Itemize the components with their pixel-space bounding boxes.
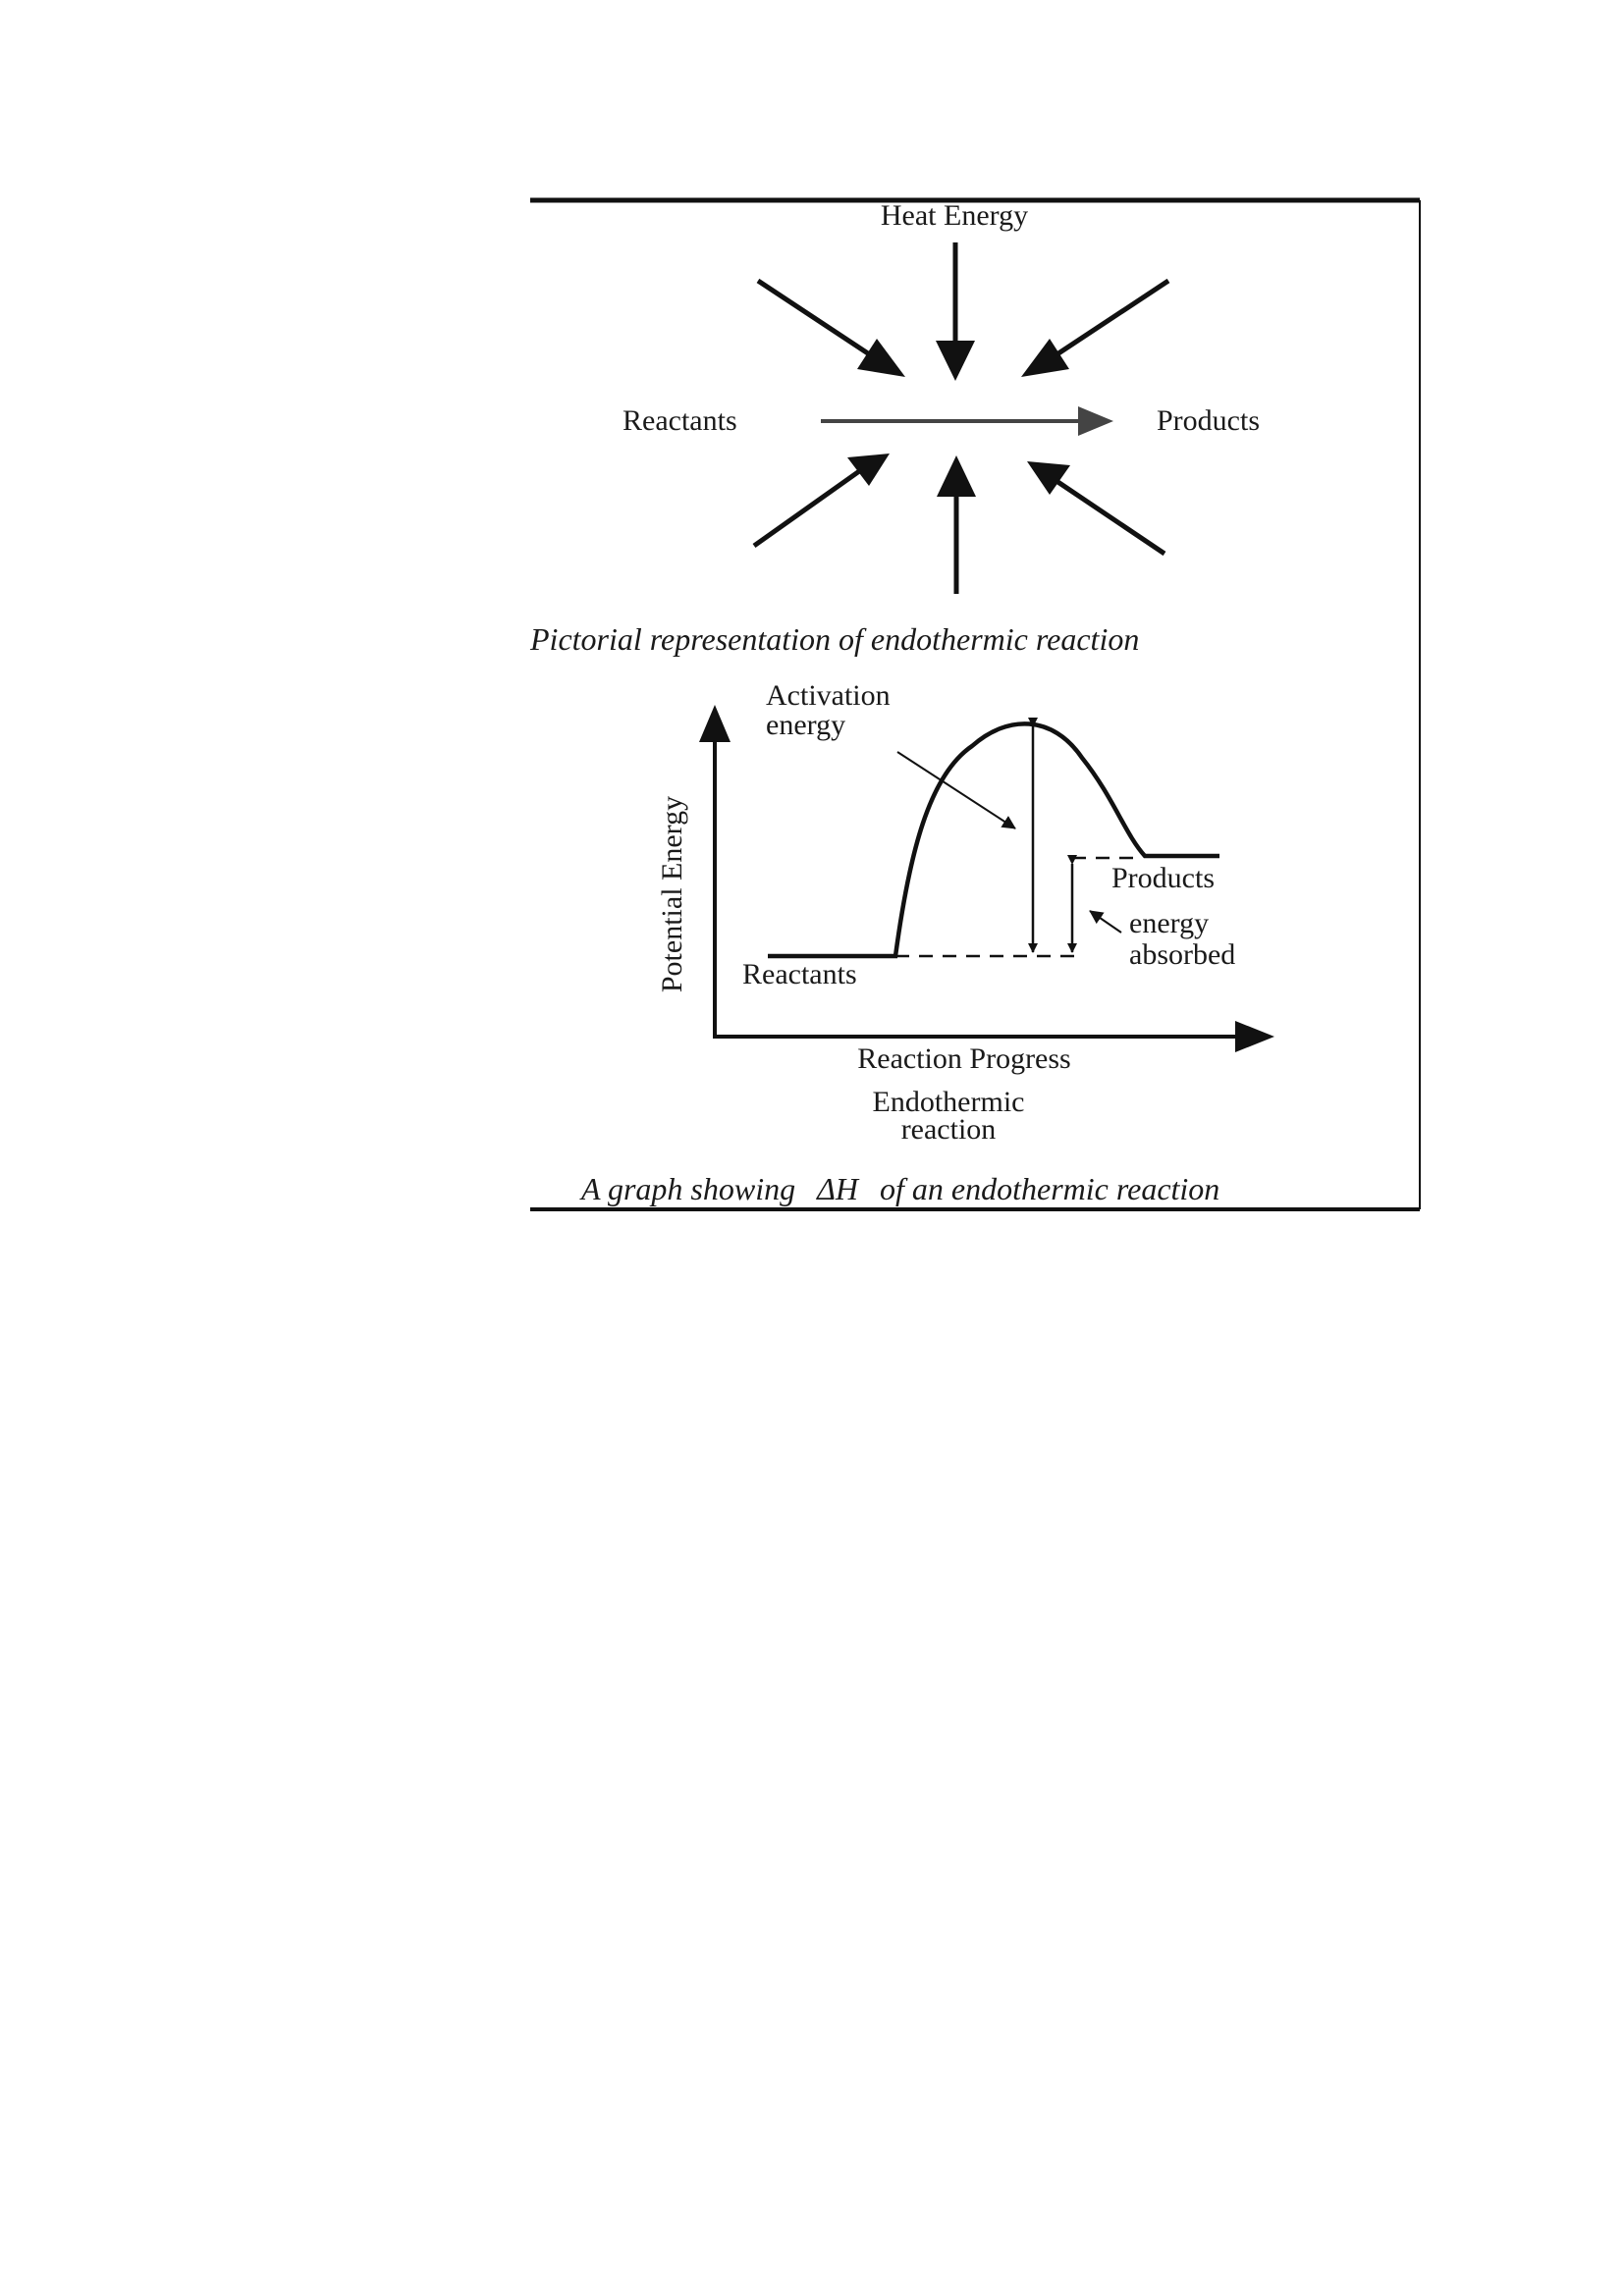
pictorial-diagram (529, 199, 1260, 657)
graph-caption-prefix: A graph showing (581, 1171, 796, 1206)
heat-arrow-bottom-right (1027, 461, 1164, 554)
graph-subtitle-line2: reaction (900, 1113, 997, 1146)
pictorial-caption: Pictorial representation of endothermic reaction (530, 621, 1140, 657)
energy-absorbed-pointer-arrow (1090, 911, 1121, 933)
activation-energy-label-line1: Activation (766, 679, 891, 712)
products-label-top: Products (1157, 404, 1260, 437)
energy-absorbed-label-line2: absorbed (1129, 938, 1236, 971)
heat-energy-label: Heat Energy (880, 199, 1029, 232)
activation-energy-label-line2: energy (766, 709, 846, 741)
reactants-label-top: Reactants (623, 404, 737, 437)
products-label-graph: Products (1111, 862, 1215, 894)
reactants-label-graph: Reactants (742, 958, 857, 990)
heat-arrow-top-left (758, 281, 905, 377)
graph-caption (579, 1171, 1219, 1206)
activation-pointer-arrow (897, 752, 1015, 828)
graph-caption-symbol: ΔH (817, 1171, 858, 1206)
graph-caption-suffix: of an endothermic reaction (880, 1171, 1220, 1206)
energy-graph (579, 679, 1274, 1206)
y-axis (699, 705, 731, 1037)
heat-arrow-bottom-left (754, 454, 890, 546)
energy-absorbed-label-line1: energy (1129, 907, 1210, 939)
reaction-arrow (821, 406, 1113, 436)
heat-arrow-top-right (1021, 281, 1168, 377)
graph-subtitle-line1: Endothermic (872, 1086, 1025, 1118)
x-axis-label: Reaction Progress (857, 1042, 1071, 1075)
heat-arrow-bottom (937, 455, 976, 594)
heat-arrow-top (936, 242, 975, 381)
y-axis-label: Potential Energy (656, 795, 688, 993)
